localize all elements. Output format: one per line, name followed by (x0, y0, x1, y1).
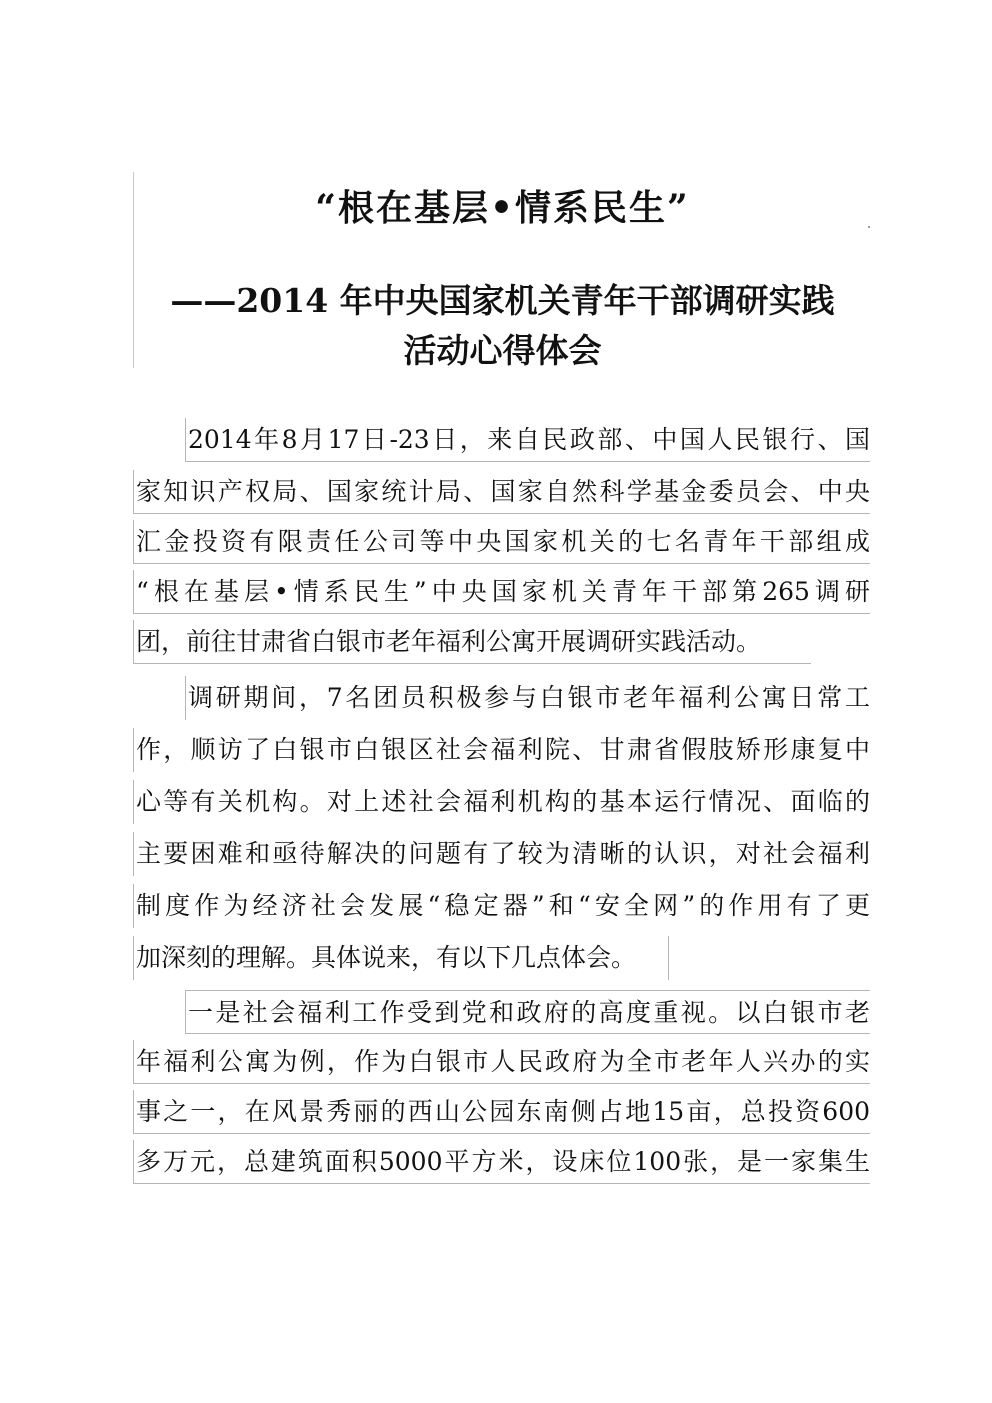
paragraph-1-line-1: 2014年8月17日-23日，来自民政部、中国人民银行、国 (185, 418, 870, 462)
paragraph-2-line-5: 制度作为经济社会发展“稳定器”和“安全网”的作用有了更 (133, 884, 870, 928)
paragraph-2-line-4: 主要困难和亟待解决的问题有了较为清晰的认识，对社会福利 (133, 832, 870, 876)
document-subtitle (134, 276, 871, 376)
subtitle-line-1: ——2014 年中央国家机关青年干部调研实践 (170, 281, 835, 320)
paragraph-2-line-3: 心等有关机构。对上述社会福利机构的基本运行情况、面临的 (133, 780, 870, 824)
paragraph-1-line-5: 团，前往甘肃省白银市老年福利公寓开展调研实践活动。 (133, 620, 811, 664)
title-block (133, 172, 871, 368)
paragraph-3-line-4: 多万元，总建筑面积5000平方米，设床位100张，是一家集生 (133, 1140, 870, 1184)
paragraph-2-line-2: 作，顺访了白银市白银区社会福利院、甘肃省假肢矫形康复中 (133, 728, 870, 772)
paragraph-3-line-1: 一是社会福利工作受到党和政府的高度重视。以白银市老 (185, 990, 870, 1034)
subtitle-line-2: 活动心得体会 (403, 331, 602, 370)
paragraph-2-line-1: 调研期间，7名团员积极参与白银市老年福利公寓日常工 (185, 676, 870, 720)
margin-mark (868, 226, 870, 228)
paragraph-1-line-3: 汇金投资有限责任公司等中央国家机关的七名青年干部组成 (133, 520, 870, 564)
paragraph-3-line-3: 事之一，在风景秀丽的西山公园东南侧占地15亩，总投资600 (133, 1090, 870, 1134)
paragraph-1-line-2: 家知识产权局、国家统计局、国家自然科学基金委员会、中央 (133, 470, 870, 514)
document-title: “根在基层•情系民生” (315, 187, 690, 229)
paragraph-2-line-6: 加深刻的理解。具体说来，有以下几点体会。 (133, 936, 669, 980)
paragraph-3-line-2: 年福利公寓为例，作为白银市人民政府为全市老年人兴办的实 (133, 1040, 870, 1084)
paragraph-1-line-4: “根在基层•情系民生”中央国家机关青年干部第265调研 (133, 570, 870, 614)
